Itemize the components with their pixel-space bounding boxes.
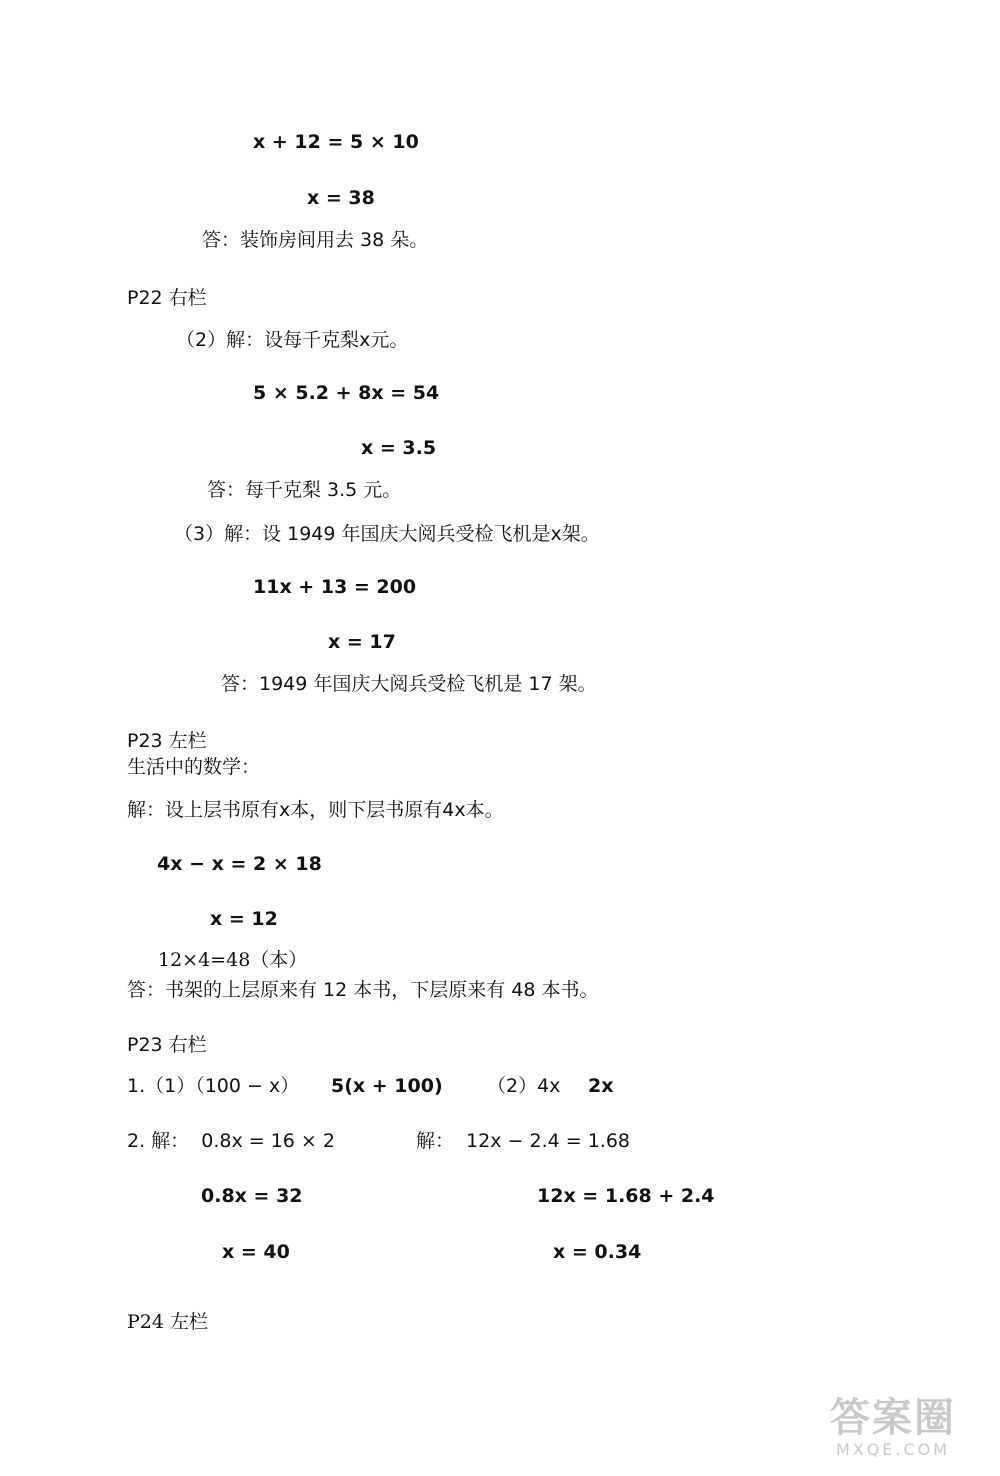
item-1-part-2: 5(x + 100)	[331, 1075, 443, 1097]
answer-line: 答：装饰房间用去 38 朵。	[202, 229, 429, 251]
section-heading: P22 右栏	[127, 287, 207, 309]
answer-line: 答：书架的上层原来有 12 本书，下层原来有 48 本书。	[127, 979, 599, 1001]
equation-line: 11x + 13 = 200	[253, 576, 417, 598]
item-1-part-4: 2x	[588, 1075, 614, 1097]
equation-line: x = 3.5	[361, 437, 437, 459]
equation-line: 0.8x = 32	[201, 1185, 303, 1207]
equation-line: x = 0.34	[553, 1241, 642, 1263]
solution-setup: （3）解：设 1949 年国庆大阅兵受检飞机是x架。	[174, 523, 600, 545]
solution-setup: （2）解：设每千克梨x元。	[176, 329, 409, 351]
equation-line: x = 17	[328, 631, 396, 653]
item-1-part-1: 1.（1）（100 − x）	[127, 1075, 300, 1097]
equation-line: 12x = 1.68 + 2.4	[537, 1185, 715, 1207]
answer-line: 答：1949 年国庆大阅兵受检飞机是 17 架。	[221, 673, 597, 695]
equation-line: 2. 解： 0.8x = 16 × 2	[127, 1130, 335, 1152]
equation-line: 4x − x = 2 × 18	[157, 853, 322, 875]
calculation-line: 12×4=48（本）	[158, 949, 308, 971]
solution-setup: 解：设上层书原有x本，则下层书原有4x本。	[127, 799, 504, 821]
section-heading: P23 左栏	[127, 730, 207, 752]
equation-line: x = 12	[210, 908, 278, 930]
equation-line: x = 38	[307, 187, 375, 209]
item-1-part-3: （2）4x	[487, 1075, 561, 1097]
watermark-text: 答案圈	[830, 1395, 956, 1441]
equation-line: 解： 12x − 2.4 = 1.68	[416, 1130, 631, 1152]
equation-line: 5 × 5.2 + 8x = 54	[253, 382, 440, 404]
watermark-logo	[808, 1396, 978, 1466]
equation-line: x = 40	[222, 1241, 290, 1263]
subsection-title: 生活中的数学：	[127, 756, 261, 778]
section-heading: P23 右栏	[127, 1034, 207, 1056]
answer-line: 答：每千克梨 3.5 元。	[207, 479, 402, 501]
section-heading: P24 左栏	[127, 1311, 209, 1333]
watermark-url: MXQE.COM	[835, 1440, 951, 1459]
equation-line: x + 12 = 5 × 10	[253, 131, 419, 153]
